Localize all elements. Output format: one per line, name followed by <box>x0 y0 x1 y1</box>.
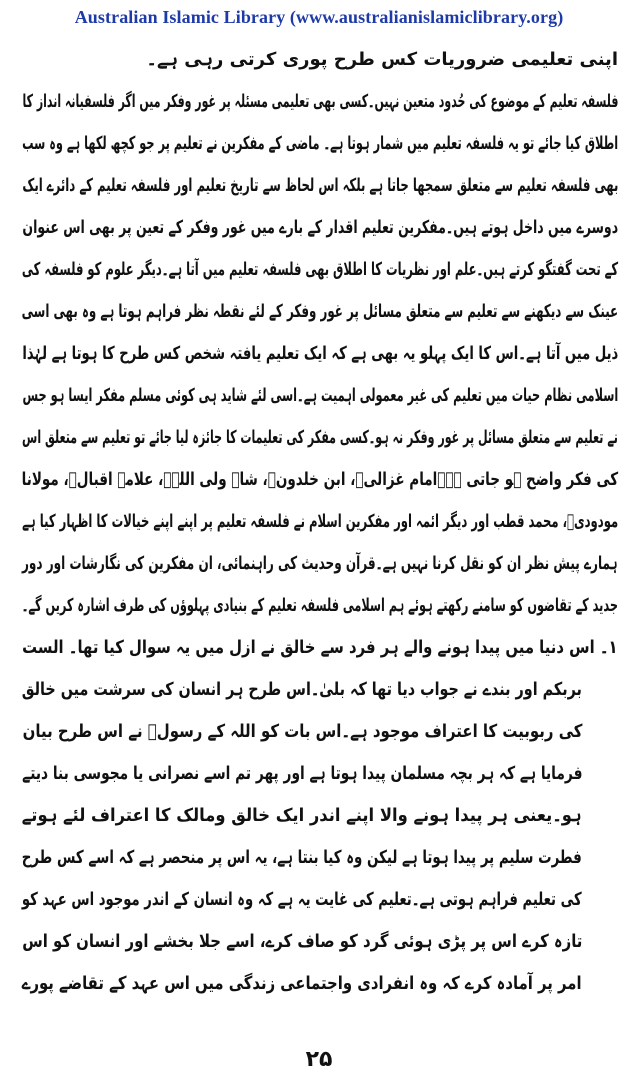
text-line: مودودیؒ، محمد قطب اور دیگر ائمہ اور مفکرین اسلام نے فلسفہ تعلیم پر اپنے اپنے خیالات کا اظہار کیا ہے <box>21 511 618 532</box>
library-header[interactable]: Australian Islamic Library (www.australianislamiclibrary.org) <box>74 7 564 27</box>
text-line: ہو۔یعنی ہر پیدا ہونے والا اپنے اندر ایک خالق ومالک کا اعتراف لئے ہوتے <box>22 805 582 826</box>
text-line: دوسرے میں داخل ہوتے ہیں۔مفکرین تعلیم اقدار کے بارے میں غور وفکر کے تعین پر بھی اس عنوان <box>22 217 618 238</box>
text-line: کی تعلیم فراہم ہوتی ہے۔تعلیم کی غایت یہ ہے کہ وہ انسان کے اندر موجود اس عہد کو <box>22 889 582 910</box>
text-line: اپنی تعلیمی ضروریات کس طرح پوری کرتی رہی ہے۔ <box>146 49 618 70</box>
text-line: امر پر آمادہ کرے کہ وہ انفرادی واجتماعی زندگی میں اس عہد کے تقاضے پورے <box>22 973 582 994</box>
text-line: جدید کے تقاضوں کو سامنے رکھتے ہوئے ہم اسلامی فلسفہ تعلیم کے بنیادی پہلوؤں کی طرف اشارہ کریں گے۔ <box>21 595 618 616</box>
text-line: عینک سے دیکھنے سے تعلیم سے متعلق مسائل پر غور وفکر کے لئے نقطہ نظر فراہم ہوتا ہے وہ بھی اسی <box>21 301 618 322</box>
text-line: کی ربوبیت کا اعتراف موجود ہے۔اس بات کو اللہ کے رسولؐ نے اس طرح بیان <box>22 721 582 742</box>
text-line: نے تعلیم سے متعلق مسائل پر غور وفکر نہ ہو۔کسی مفکر کی تعلیمات کا جائزہ لیا جائے تو تعلیم سے متعلق اس <box>22 427 618 448</box>
text-line: ہمارے پیش نظر ان کو نقل کرنا نہیں ہے۔قرآن وحدیث کی راہنمائی، ان مفکرین کی نگارشات اور دور <box>22 553 618 574</box>
text-line: کے تحت گفتگو کرتے ہیں۔علم اور نظریات کا اطلاق بھی فلسفہ تعلیم میں آتا ہے۔دیگر علوم کو فلسفہ کی <box>21 259 618 280</box>
text-line: بربکم اور بندے نے جواب دیا تھا کہ بلیٰ۔اس طرح ہر انسان کی سرشت میں خالق <box>21 679 582 700</box>
text-line: بھی فلسفہ تعلیم سے متعلق سمجھا جاتا ہے بلکہ اس لحاظ سے تاریخ تعلیم اور فلسفہ تعلیم کے دائرے ایک <box>21 175 618 196</box>
text-line: تازہ کرے اس پر پڑی ہوئی گرد کو صاف کرے، اسے جلا بخشے اور انسان کو اس <box>21 931 582 952</box>
text-line: اسلامی نظام حیات میں تعلیم کی غیر معمولی اہمیت ہے۔اسی لئے شاید ہی کوئی مسلم مفکر ایسا ہو جس <box>22 385 618 406</box>
text-line: فلسفہ تعلیم کے موضوع کی حُدود متعین نہیں۔کسی بھی تعلیمی مسئلہ پر غور وفکر میں اگر فلسفیانہ انداز کا <box>22 91 618 112</box>
page-number: ۲۵ <box>305 1047 333 1072</box>
text-line: کی فکر واضح ہو جاتی ہے۔امام غزالیؒ، ابن خلدونؒ، شاہ ولی اللہؒ، علامہ اقبالؒ، مولانا <box>21 469 618 490</box>
text-line: ذیل میں آتا ہے۔اس کا ایک پہلو یہ بھی ہے کہ ایک تعلیم یافتہ شخص کس طرح کا ہوتا ہے لہٰذا <box>22 343 618 364</box>
text-line: فطرت سلیم پر پیدا ہوتا ہے لیکن وہ کیا بنتا ہے، یہ اس پر منحصر ہے کہ اسے کس طرح <box>21 847 582 868</box>
text-line: ۱۔ اس دنیا میں پیدا ہونے والے ہر فرد سے خالق نے ازل میں یہ سوال کیا تھا۔ الست <box>22 637 618 658</box>
text-line: اطلاق کیا جائے تو یہ فلسفہ تعلیم میں شمار ہوتا ہے۔ ماضی کے مفکرین نے تعلیم پر جو کچھ لکھا ہے وہ سب <box>21 133 618 154</box>
text-line: فرمایا ہے کہ ہر بچہ مسلمان پیدا ہوتا ہے اور پھر تم اسے نصرانی یا مجوسی بنا دیتے <box>21 763 582 784</box>
